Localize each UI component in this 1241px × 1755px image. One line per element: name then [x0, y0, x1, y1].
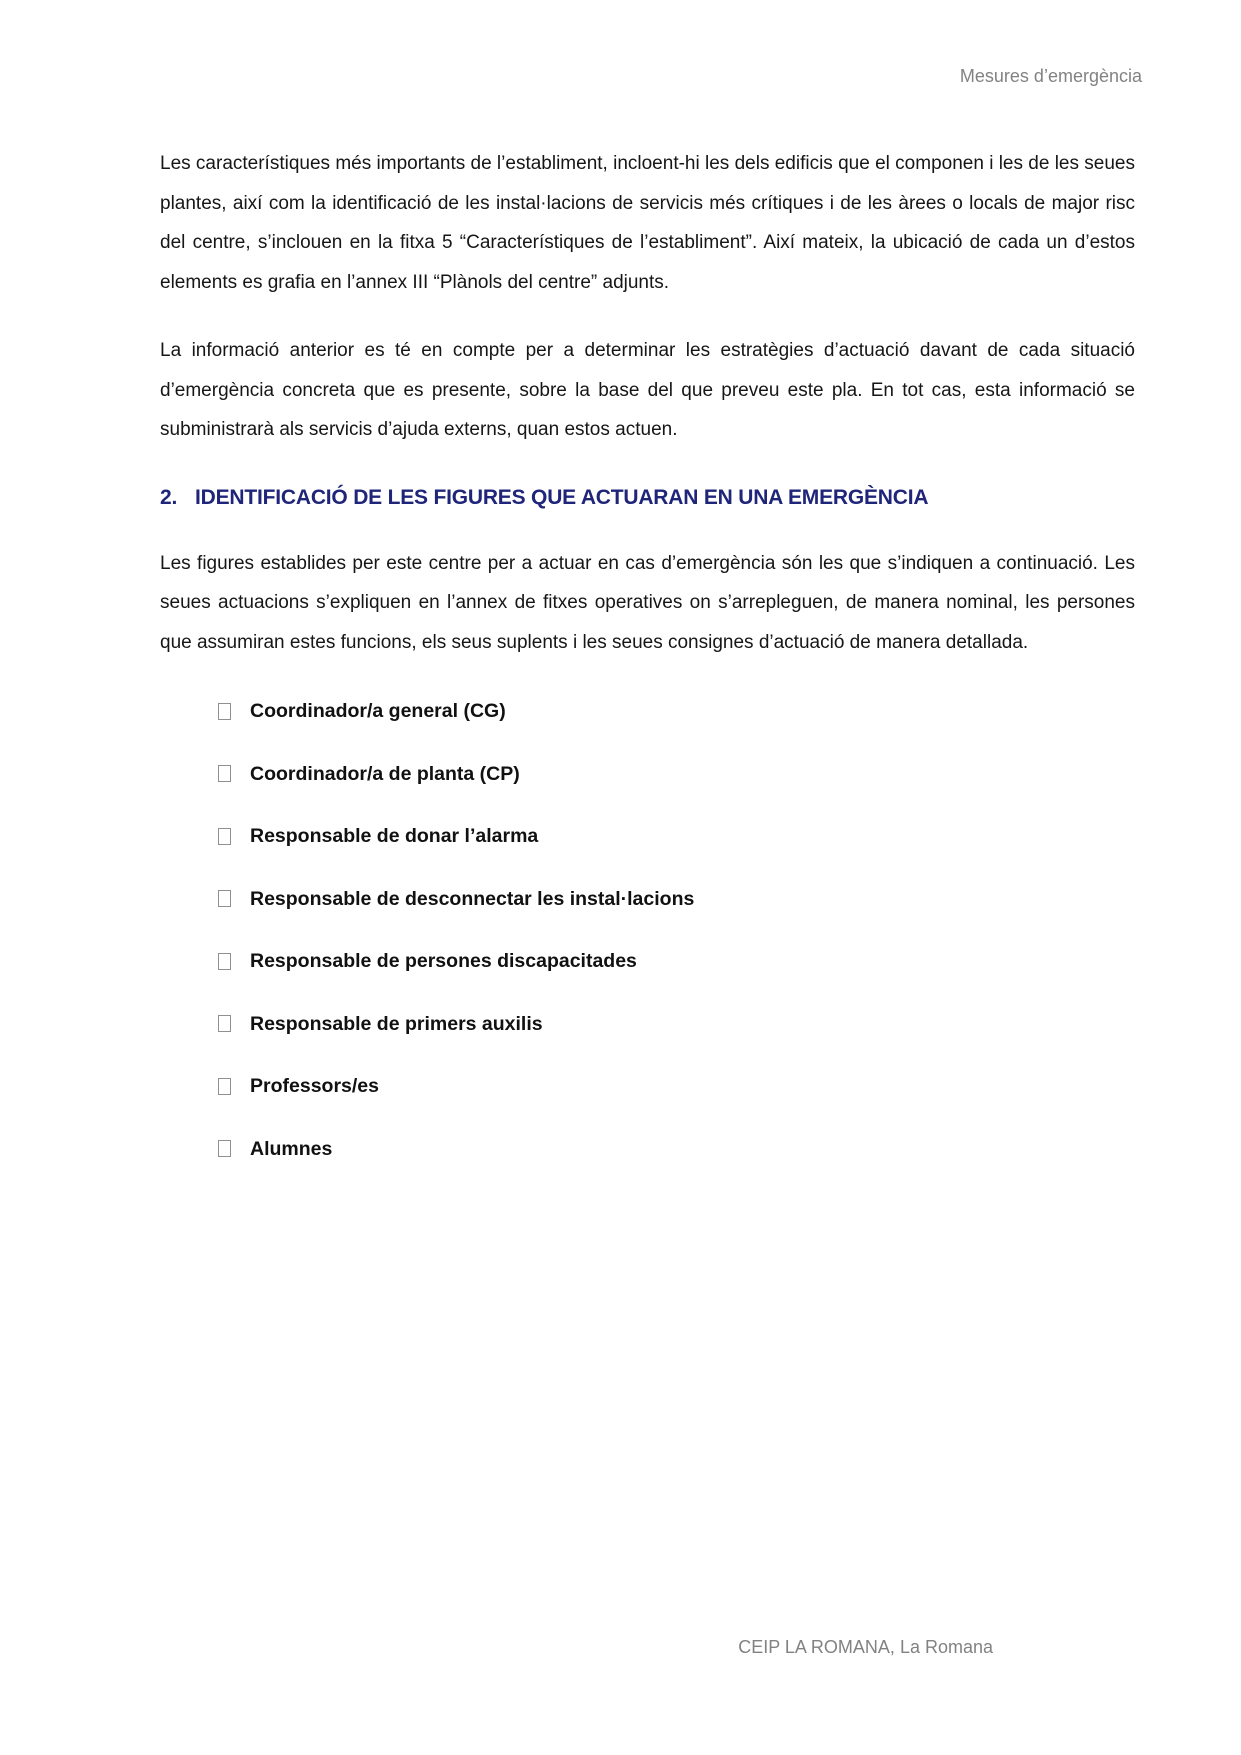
list-item — [160, 822, 1135, 850]
list-item — [160, 760, 1135, 788]
role-label: Alumnes — [250, 1137, 333, 1160]
paragraph-figures-intro: Les figures establides per este centre per a actuar en cas d’emergència són les que s’indiquen a continuació. Les seues actuacions s’expliquen en l’annex de fitxes operatives on s’arrepleguen, de manera nominal, les persones que assumiran estes funcions, els seus suplents i les seues consignes d’actuació de manera detallada. — [160, 552, 1135, 653]
list-item — [160, 697, 1135, 725]
page-footer-text: CEIP LA ROMANA, La Romana — [738, 1637, 993, 1657]
role-label: Responsable de persones discapacitades — [250, 950, 637, 972]
empty-checkbox-icon — [218, 1078, 231, 1095]
section-heading — [160, 482, 1135, 514]
role-label: Coordinador/a general (CG) — [250, 700, 506, 722]
list-item — [160, 1072, 1135, 1100]
list-item — [160, 885, 1135, 913]
document-body — [160, 144, 1135, 1197]
paragraph-information-strategies: La informació anterior es té en compte per a determinar les estratègies d’actuació davant de cada situació d’emergència concreta que es presente, sobre la base del que preveu este pla. En tot cas, esta informació se subministrarà als servicis d’ajuda externs, quan estos actuen. — [160, 340, 1135, 440]
empty-checkbox-icon — [218, 1015, 231, 1032]
list-item — [160, 947, 1135, 975]
role-label: Responsable de primers auxilis — [250, 1012, 543, 1035]
role-label: Responsable de donar l’alarma — [250, 825, 539, 847]
empty-checkbox-icon — [218, 765, 231, 782]
empty-checkbox-icon — [218, 953, 231, 970]
list-item — [160, 1135, 1135, 1163]
empty-checkbox-icon — [218, 828, 231, 845]
paragraph-establishment-characteristics: Les característiques més importants de l’establiment, incloent-hi les dels edificis que el componen i les de les seues plantes, així com la identificació de les instal·lacions de servicis més crítiques i de les àrees o locals de major risc del centre, s’inclouen en la fitxa 5 “Característiques de l’establiment”. Així mateix, la ubicació de cada un d’estos elements es grafia en l’annex III “Plànols del centre” adjunts. — [160, 153, 1135, 293]
empty-checkbox-icon — [218, 1140, 231, 1157]
role-label: Coordinador/a de planta (CP) — [250, 762, 520, 785]
empty-checkbox-icon — [218, 703, 231, 720]
list-item — [160, 1010, 1135, 1038]
role-label: Professors/es — [250, 1075, 379, 1097]
section-number: 2. — [160, 485, 178, 509]
section-title: IDENTIFICACIÓ DE LES FIGURES QUE ACTUARAN EN UNA EMERGÈNCIA — [195, 485, 929, 509]
emergency-roles-list — [160, 697, 1135, 1163]
empty-checkbox-icon — [218, 890, 231, 907]
role-label: Responsable de desconnectar les instal·lacions — [250, 887, 695, 910]
page-header-title: Mesures d’emergència — [959, 66, 1142, 86]
